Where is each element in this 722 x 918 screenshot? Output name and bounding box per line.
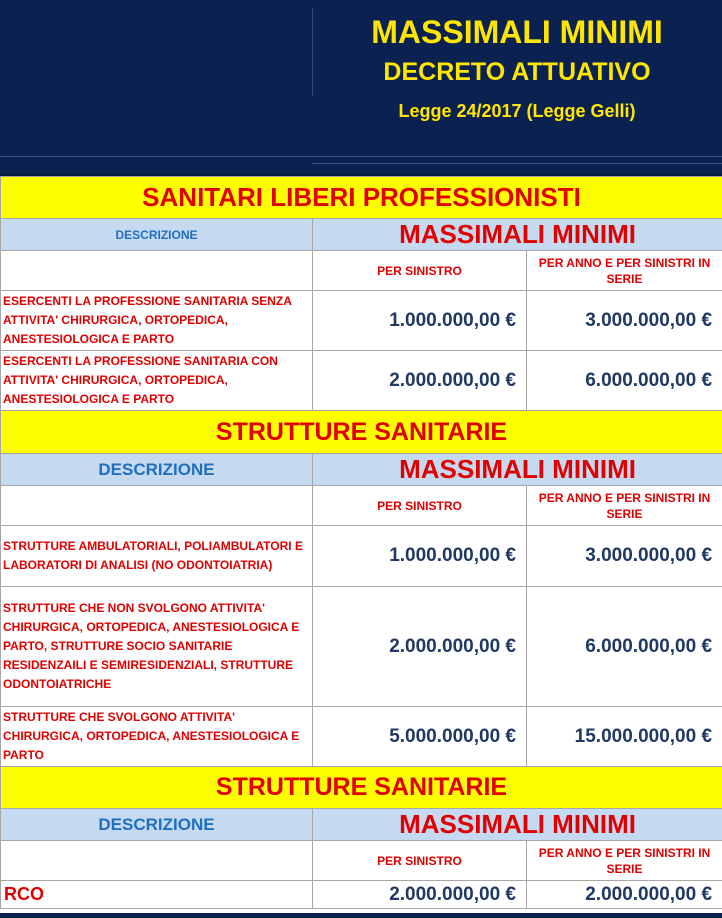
empty-cell [1,841,313,881]
law-reference: Legge 24/2017 (Legge Gelli) [398,101,636,121]
empty-cell [1,486,313,526]
document-header [0,0,722,176]
per-sinistro-value: 2.000.000,00 € [313,587,527,707]
row-description: RCO [1,881,313,909]
massimali-table [0,176,722,909]
empty-cell [1,251,313,291]
page-subtitle: DECRETO ATTUATIVO [383,58,651,86]
per-sinistro-value: 1.000.000,00 € [313,291,527,351]
bottom-band [0,913,722,918]
massimali-header: MASSIMALI MINIMI [313,454,722,486]
per-anno-value: 3.000.000,00 € [527,291,722,351]
per-anno-value: 6.000.000,00 € [527,587,722,707]
section-title: STRUTTURE SANITARIE [1,411,722,454]
per-sinistro-value: 2.000.000,00 € [313,351,527,411]
section-title: STRUTTURE SANITARIE [1,767,722,809]
per-sinistro-header: PER SINISTRO [313,841,527,881]
per-sinistro-header: PER SINISTRO [313,251,527,291]
per-anno-value: 15.000.000,00 € [527,707,722,767]
description-header: DESCRIZIONE [1,219,313,251]
massimali-header: MASSIMALI MINIMI [313,809,722,841]
massimali-header: MASSIMALI MINIMI [313,219,722,251]
per-anno-header: PER ANNO E PER SINISTRI IN SERIE [527,251,722,291]
description-header: DESCRIZIONE [1,454,313,486]
per-sinistro-value: 1.000.000,00 € [313,526,527,587]
per-sinistro-value: 5.000.000,00 € [313,707,527,767]
row-description: ESERCENTI LA PROFESSIONE SANITARIA CON ATTIVITA' CHIRURGICA, ORTOPEDICA, ANESTESIOLOGICA E PARTO [1,351,313,411]
per-anno-header: PER ANNO E PER SINISTRI IN SERIE [527,841,722,881]
header-rule-short [312,163,722,164]
per-sinistro-value: 2.000.000,00 € [313,881,527,909]
per-anno-header: PER ANNO E PER SINISTRI IN SERIE [527,486,722,526]
page-title: MASSIMALI MINIMI [371,14,663,50]
per-anno-value: 3.000.000,00 € [527,526,722,587]
section-title: SANITARI LIBERI PROFESSIONISTI [1,177,722,219]
row-description: STRUTTURE CHE SVOLGONO ATTIVITA' CHIRURGICA, ORTOPEDICA, ANESTESIOLOGICA E PARTO [1,707,313,767]
description-header: DESCRIZIONE [1,809,313,841]
per-anno-value: 2.000.000,00 € [527,881,722,909]
row-description: STRUTTURE CHE NON SVOLGONO ATTIVITA' CHIRURGICA, ORTOPEDICA, ANESTESIOLOGICA E PARTO, STRUTTURE SOCIO SANITARIE RESIDENZAILI E SEMIRESIDENZIALI, STRUTTURE ODONTOIATRICHE [1,587,313,707]
row-description: STRUTTURE AMBULATORIALI, POLIAMBULATORI E LABORATORI DI ANALISI (NO ODONTOIATRIA) [1,526,313,587]
per-sinistro-header: PER SINISTRO [313,486,527,526]
header-rule [0,156,722,157]
per-anno-value: 6.000.000,00 € [527,351,722,411]
row-description: ESERCENTI LA PROFESSIONE SANITARIA SENZA ATTIVITA' CHIRURGICA, ORTOPEDICA, ANESTESIOLOGICA E PARTO [1,291,313,351]
